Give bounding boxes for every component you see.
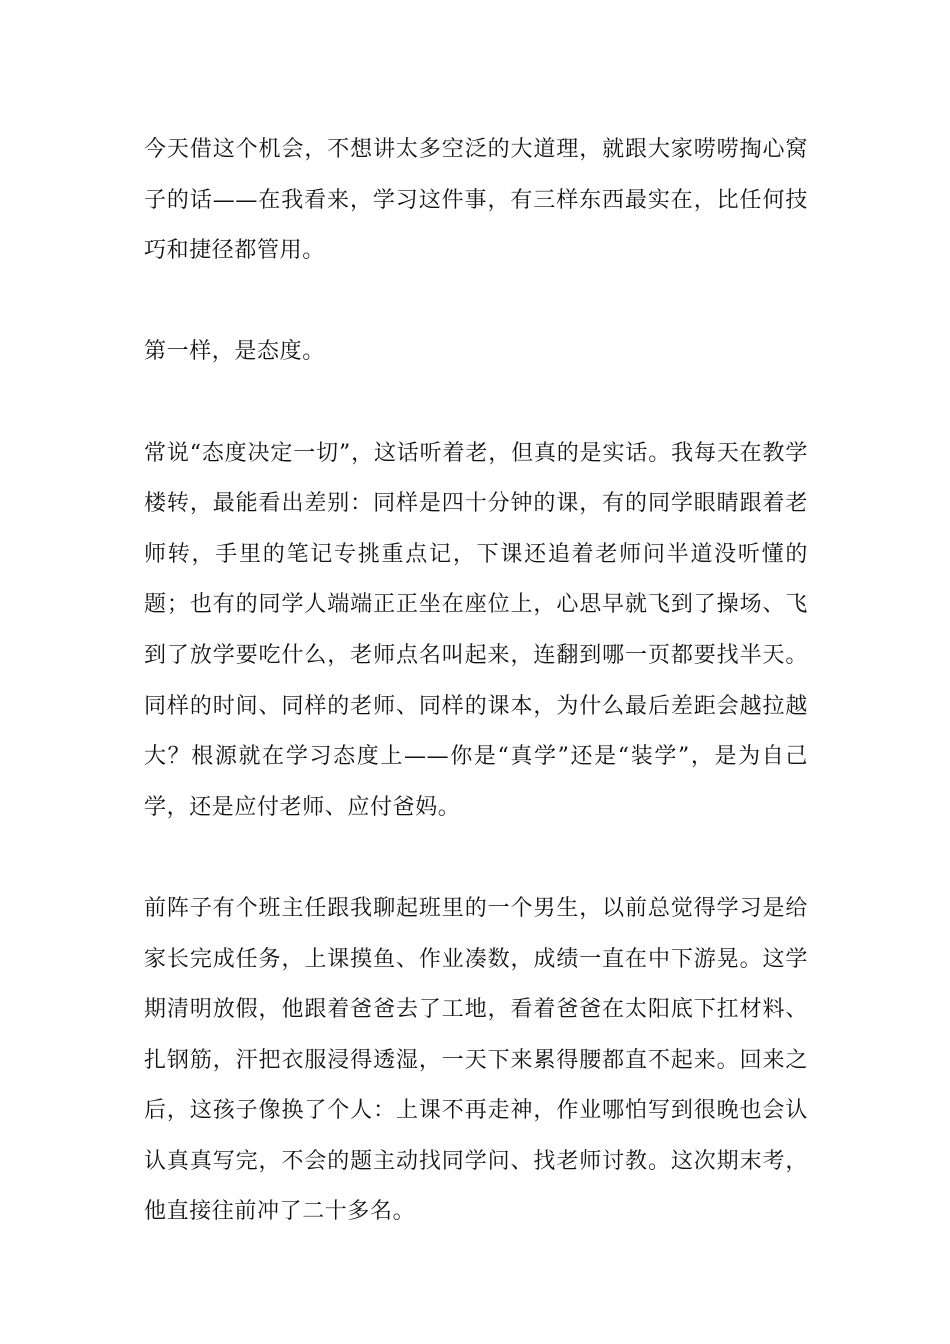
paragraph-attitude: 常说“态度决定一切”，这话听着老，但真的是实话。我每天在教学楼转，最能看出差别：同样是四十分钟的课，有的同学眼睛跟着老师转，手里的笔记专挑重点记，下课还追着老师问半道没听懂的题；也有的同学人端端正正坐在座位上，心思早就飞到了操场、飞到了放学要吃什么，老师点名叫起来，连翻到哪一页都要找半天。同样的时间、同样的老师、同样的课本，为什么最后差距会越拉越大？根源就在学习态度上——你是“真学”还是“装学”，是为自己学，还是应付老师、应付爸妈。 xyxy=(144,440,808,820)
paragraph-first-point: 第一样，是态度。 xyxy=(144,339,325,365)
paragraph-intro: 今天借这个机会，不想讲太多空泛的大道理，就跟大家唠唠掏心窝子的话——在我看来，学习这件事，有三样东西最实在，比任何技巧和捷径都管用。 xyxy=(144,137,808,264)
paragraph-story: 前阵子有个班主任跟我聊起班里的一个男生，以前总觉得学习是给家长完成任务，上课摸鱼、作业凑数，成绩一直在中下游晃。这学期清明放假，他跟着爸爸去了工地，看着爸爸在太阳底下扛材料、扎钢筋，汗把衣服浸得透湿，一天下来累得腰都直不起来。回来之后，这孩子像换了个人：上课不再走神，作业哪怕写到很晚也会认认真真写完，不会的题主动找同学问、找老师讨教。这次期末考，他直接往前冲了二十多名。 xyxy=(144,895,808,1225)
document-body xyxy=(144,125,808,1289)
